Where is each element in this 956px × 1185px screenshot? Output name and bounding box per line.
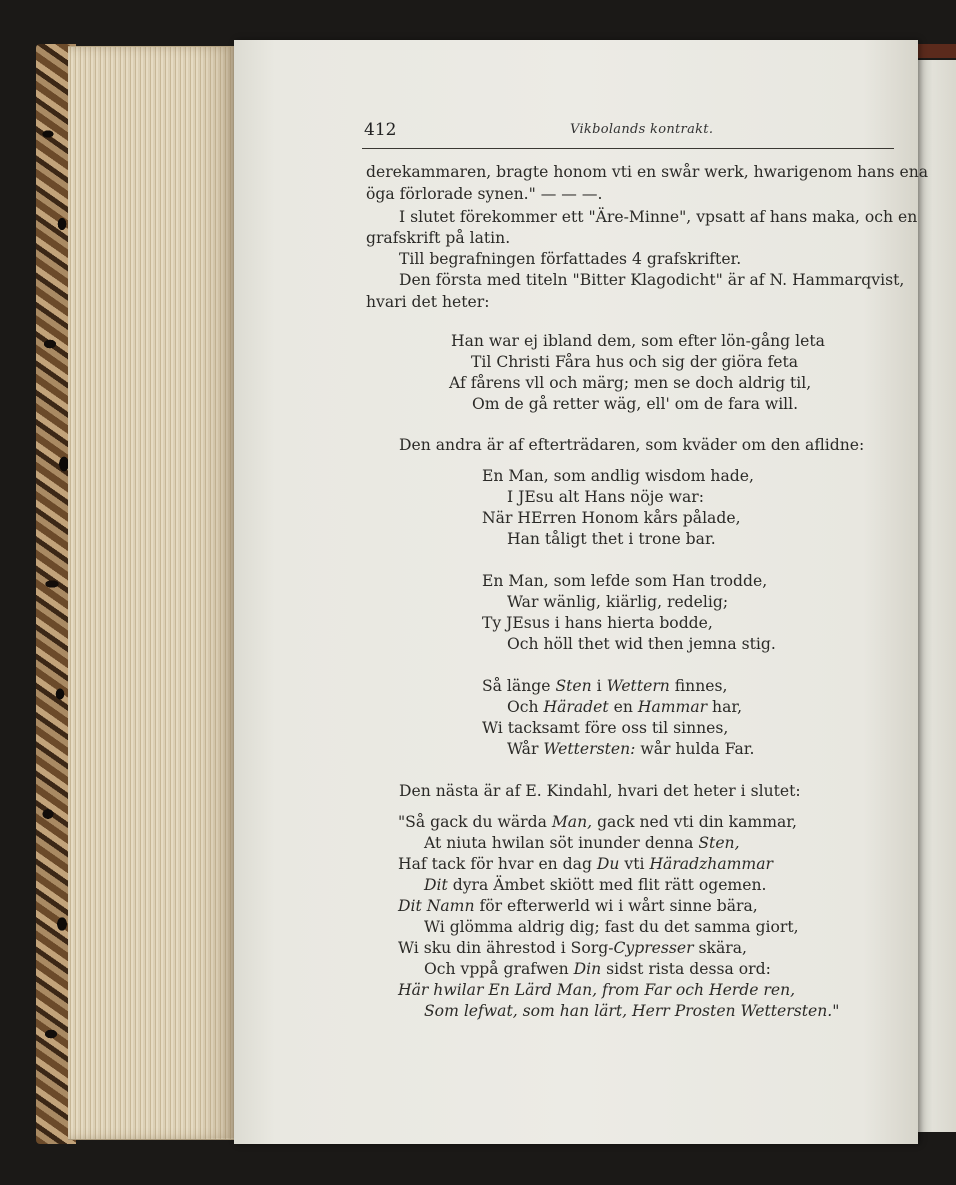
poem-line: Ty JEsus i hans hierta bodde, (482, 614, 713, 632)
text-span: Så länge (482, 677, 556, 695)
text-span: Wi sku din ährestod i Sorg- (398, 939, 614, 957)
text-span: dyra Ämbet skiött med flit rätt ogemen. (447, 876, 767, 894)
text-span: vti (619, 855, 650, 873)
text-span: Häradzhammar (649, 855, 773, 873)
text-span: finnes, (669, 677, 728, 695)
poem-line (424, 959, 771, 979)
poem-line (424, 875, 766, 895)
text-span: Din (573, 960, 602, 978)
poem-line: Han tåligt thet i trone bar. (507, 530, 716, 548)
poem-line: Af fårens vll och märg; men se doch aldrig til, (449, 374, 812, 392)
poem-line: En Man, som lefde som Han trodde, (482, 572, 768, 590)
text-span: för efterwerld wi i wårt sinne bära, (474, 897, 758, 915)
poem-line: Til Christi Fåra hus och sig der giöra feta (471, 353, 799, 371)
text-span: Och (507, 698, 544, 716)
poem-line (424, 833, 740, 853)
text-span: "Så gack du wärda (398, 813, 552, 831)
running-head: Vikbolands kontrakt. (570, 122, 714, 137)
text-span: gack ned vti din kammar, (592, 813, 797, 831)
text-line: derekammaren, bragte honom vti en swår werk, hwarigenom hans ena (366, 163, 929, 181)
poem-line (398, 812, 797, 832)
text-span: Sten (555, 677, 592, 695)
text-span: Och vppå grafwen (424, 960, 574, 978)
text-line: grafskrift på latin. (366, 229, 511, 247)
poem-line: När HErren Honom kårs pålade, (482, 509, 741, 527)
poem-line (507, 739, 754, 759)
text-span: sidst rista dessa ord: (601, 960, 771, 978)
poem-line: Om de gå retter wäg, ell' om de fara will. (472, 395, 799, 413)
poem-line (482, 676, 727, 696)
text-span: Häradet (543, 698, 609, 716)
text-line: öga förlorade synen." — — —. (366, 185, 603, 203)
text-span: Sten, (698, 834, 740, 852)
poem-line: Som lefwat, som han lärt, Herr Prosten Wettersten." (424, 1002, 840, 1020)
text-span: Haf tack för hvar en dag (398, 855, 597, 873)
poem-line (398, 938, 747, 958)
text-span: Dit Namn (398, 897, 475, 915)
text-span: Wår (507, 740, 544, 758)
text-span: At niuta hwilan söt inunder denna (424, 834, 699, 852)
text-span: Du (596, 855, 620, 873)
page-edge-shadow (196, 46, 236, 1138)
poem-line (398, 854, 773, 874)
text-span: Cypresser (613, 939, 694, 957)
poem-line: Wi glömma aldrig dig; fast du det samma giort, (424, 918, 799, 936)
poem-line: I JEsu alt Hans nöje war: (507, 488, 704, 506)
text-span: har, (707, 698, 743, 716)
text-line: Den nästa är af E. Kindahl, hvari det heter i slutet: (399, 782, 801, 800)
text-line: Den första med titeln "Bitter Klagodicht" är af N. Hammarqvist, (399, 271, 905, 289)
text-span: Wettersten: (543, 740, 636, 758)
text-span: Dit (424, 876, 448, 894)
poem-line: En Man, som andlig wisdom hade, (482, 467, 754, 485)
poem-line: Han war ej ibland dem, som efter lön-gång leta (451, 332, 825, 350)
poem-line: Wi tacksamt före oss til sinnes, (482, 719, 729, 737)
poem-line: War wänlig, kiärlig, redelig; (507, 593, 729, 611)
text-span: en (608, 698, 638, 716)
text-span: Hammar (637, 698, 708, 716)
poem-line (507, 697, 742, 717)
text-line: Den andra är af efterträdaren, som kväder om den aflidne: (399, 436, 865, 454)
poem-line: Och höll thet wid then jemna stig. (507, 635, 776, 653)
text-span: Wettern (606, 677, 670, 695)
poem-line: Här hwilar En Lärd Man, from Far och Herde ren, (398, 981, 796, 999)
text-line: Till begrafningen författades 4 grafskrifter. (399, 250, 742, 268)
poem-line (398, 896, 758, 916)
text-span: Man, (551, 813, 593, 831)
page-header (362, 118, 894, 149)
page-number: 412 (364, 120, 397, 140)
text-span: i (591, 677, 607, 695)
text-line: I slutet förekommer ett "Äre-Minne", vpsatt af hans maka, och en (399, 208, 918, 226)
text-line: hvari det heter: (366, 293, 490, 311)
facing-page-edge (914, 60, 956, 1132)
text-span: wår hulda Far. (635, 740, 755, 758)
text-span: skära, (693, 939, 747, 957)
